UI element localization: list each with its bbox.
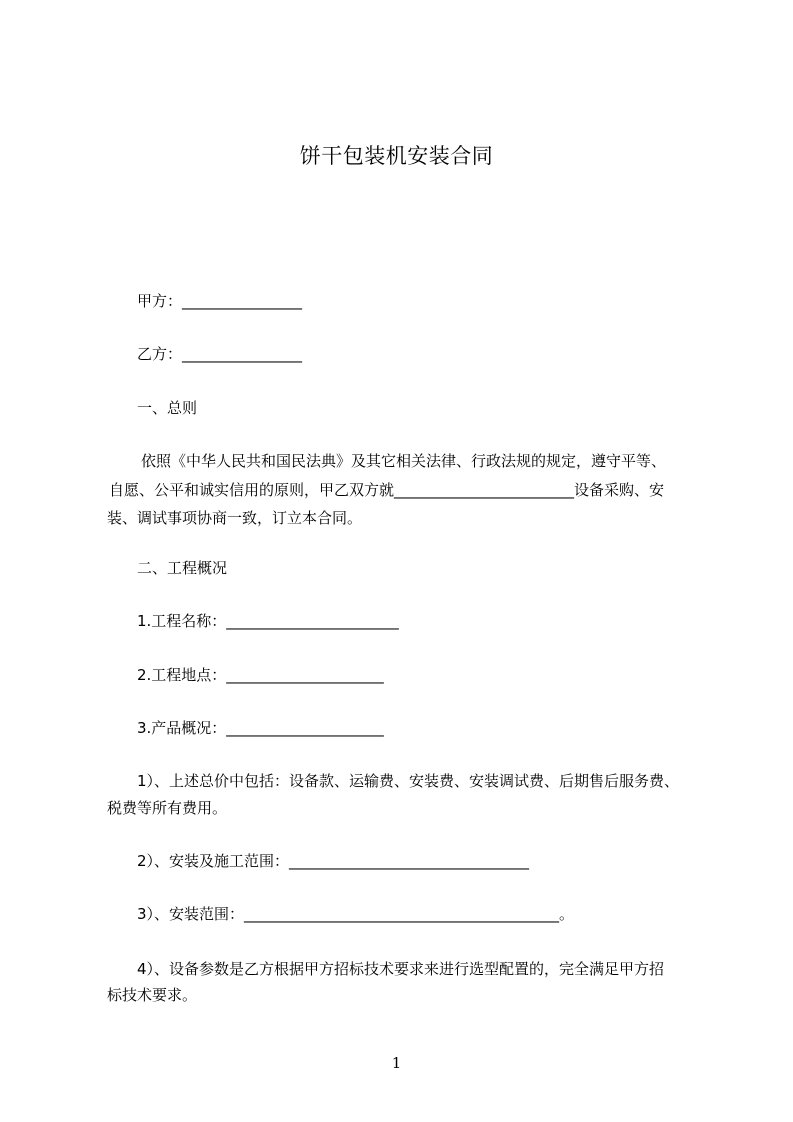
note-line: 1）、上述总价中包括：设备款、运输费、安装费、安装调试费、后期售后服务费、	[137, 772, 680, 790]
note-line: 标技术要求。	[107, 986, 198, 1004]
product-overview-line: 3.产品概况：_____________________	[137, 719, 384, 737]
party-a-line: 甲方：________________	[137, 292, 303, 310]
project-name-line: 1.工程名称：_______________________	[137, 612, 399, 630]
paragraph-line: 装、调试事项协商一致，订立本合同。	[107, 509, 363, 527]
party-b-line: 乙方：________________	[137, 345, 303, 363]
note-line: 4）、设备参数是乙方根据甲方招标技术要求来进行选型配置的，完全满足甲方招	[137, 960, 665, 978]
install-scope-line: 2）、安装及施工范围：________________________________	[137, 852, 530, 870]
section-heading-project-overview: 二、工程概况	[137, 559, 228, 577]
install-range-line: 3）、安装范围：__________________________________________。	[137, 905, 575, 923]
section-heading-general: 一、总则	[137, 399, 198, 417]
paragraph-line: 依照《中华人民共和国民法典》及其它相关法律、行政法规的规定，遵守平等、	[141, 452, 667, 470]
paragraph-line: 自愿、公平和诚实信用的原则，甲乙双方就________________________设备采购、安	[109, 481, 665, 499]
page-number: 1	[391, 1054, 402, 1072]
document-title: 饼干包装机安装合同	[299, 144, 494, 168]
project-location-line: 2.工程地点：_____________________	[137, 666, 384, 684]
note-line: 税费等所有费用。	[107, 799, 228, 817]
